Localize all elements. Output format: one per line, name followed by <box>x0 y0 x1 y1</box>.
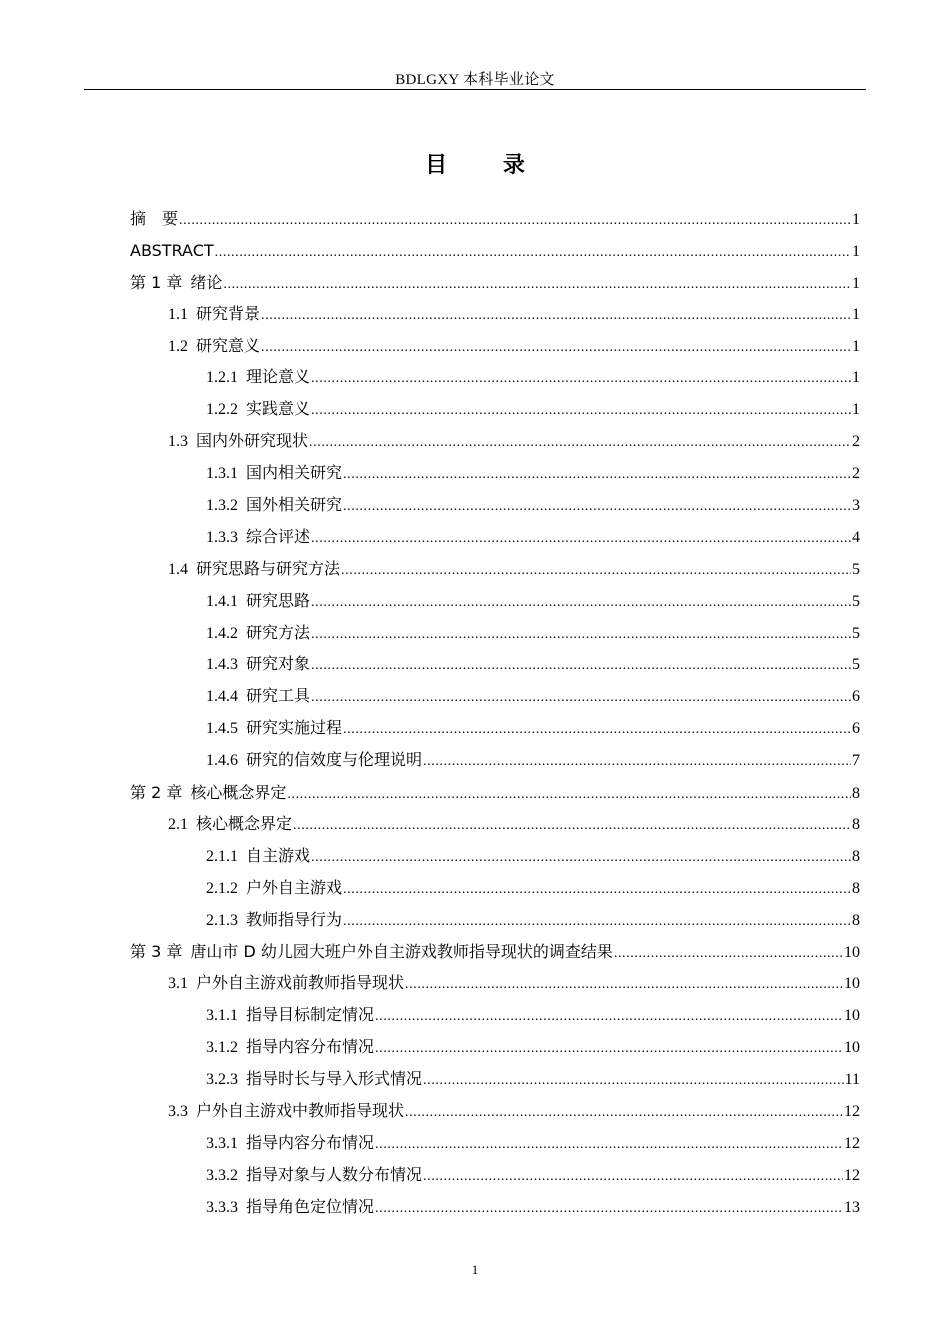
dot-leader <box>375 1001 843 1033</box>
toc-entry-number: 3.1 <box>168 975 188 993</box>
toc-entry-label: 绪论 <box>190 272 223 292</box>
toc-entry-number: 1.4.5 <box>206 720 238 738</box>
toc-entry-number: 1.2.2 <box>206 401 238 419</box>
toc-entry-title <box>206 1160 422 1192</box>
toc-entry-page: 12 <box>844 1102 860 1120</box>
toc-entry-page: 1 <box>852 274 860 292</box>
toc-entry[interactable] <box>130 713 860 745</box>
toc-entry[interactable] <box>130 203 860 235</box>
dot-leader <box>179 205 851 237</box>
toc-entry-page: 2 <box>852 433 860 451</box>
toc-entry-title <box>206 1000 374 1032</box>
toc-entry-title <box>206 1128 374 1160</box>
toc-entry-page: 2 <box>852 465 860 483</box>
toc-entry[interactable] <box>130 745 860 777</box>
toc-entry-label: 研究的信效度与伦理说明 <box>246 752 423 770</box>
dot-leader <box>215 237 851 269</box>
toc-entry-title <box>206 522 310 554</box>
toc-entry-label: 研究对象 <box>246 656 311 674</box>
toc-entry-title <box>206 458 342 490</box>
dot-leader <box>311 619 851 651</box>
toc-entry-label: 国内外研究现状 <box>196 433 309 451</box>
toc-entry[interactable] <box>130 1032 860 1064</box>
toc-entry-number: 1.2.1 <box>206 369 238 387</box>
toc-entry-title <box>206 905 342 937</box>
toc-entry-title <box>206 490 342 522</box>
toc-entry-label: 指导对象与人数分布情况 <box>246 1166 423 1184</box>
toc-entry[interactable] <box>130 331 860 363</box>
toc-entry-number: 1.4.2 <box>206 624 238 642</box>
toc-entry-title <box>168 426 308 458</box>
toc-entry[interactable] <box>130 1064 860 1096</box>
toc-entry-number: 2.1.3 <box>206 911 238 929</box>
toc-entry-number: 3.3 <box>168 1102 188 1120</box>
dot-leader <box>293 810 851 842</box>
toc-entry-number: 1.4.1 <box>206 592 238 610</box>
dot-leader <box>375 1033 843 1065</box>
toc-entry-number: 2.1.2 <box>206 879 238 897</box>
toc-entry[interactable] <box>130 1128 860 1160</box>
toc-entry-page: 8 <box>852 785 860 803</box>
dot-leader <box>405 1097 843 1129</box>
toc-entry-label: 研究思路与研究方法 <box>196 560 341 578</box>
dot-leader <box>341 555 851 587</box>
toc-entry-number: 3.3.3 <box>206 1198 238 1216</box>
toc-entry-number: 1.4.6 <box>206 752 238 770</box>
dot-leader <box>309 427 851 459</box>
dot-leader <box>343 491 851 523</box>
toc-entry-label: 实践意义 <box>246 401 311 419</box>
toc-entry-page: 6 <box>852 688 860 706</box>
page-number: 1 <box>471 1262 479 1277</box>
toc-entry-page: 5 <box>852 592 860 610</box>
toc-entry[interactable] <box>130 299 860 331</box>
dot-leader <box>311 650 851 682</box>
toc-entry-page: 4 <box>852 528 860 546</box>
toc-entry-page: 12 <box>844 1166 860 1184</box>
toc-entry-page: 8 <box>852 847 860 865</box>
dot-leader <box>375 1193 843 1225</box>
toc-entry-title <box>206 873 342 905</box>
toc-entry-page: 5 <box>852 656 860 674</box>
toc-entry-title <box>206 713 342 745</box>
dot-leader <box>311 363 851 395</box>
toc-entry[interactable] <box>130 809 860 841</box>
toc-entry-page: 8 <box>852 815 860 833</box>
toc-entry-number: 3.3.2 <box>206 1166 238 1184</box>
toc-entry-label: ABSTRACT <box>130 240 214 260</box>
toc-entry-number: 1.4 <box>168 560 188 578</box>
toc-entry-page: 1 <box>852 211 860 228</box>
toc-entry[interactable] <box>130 1160 860 1192</box>
toc-entry[interactable] <box>130 1192 860 1224</box>
dot-leader <box>311 842 851 874</box>
toc-entry-label: 研究方法 <box>246 624 311 642</box>
toc-entry-title <box>206 649 310 681</box>
toc-entry-page: 10 <box>844 944 860 962</box>
toc-entry-page: 11 <box>844 1071 860 1089</box>
dot-leader <box>343 459 851 491</box>
page-title: 目 录 <box>425 153 549 178</box>
toc-entry-page: 1 <box>852 401 860 419</box>
dot-leader <box>311 523 851 555</box>
toc-entry-page: 10 <box>844 1007 860 1025</box>
toc-entry-title <box>130 936 613 968</box>
toc-entry-title <box>168 554 340 586</box>
toc-entry-label: 研究思路 <box>246 592 311 610</box>
toc-entry-page: 5 <box>852 560 860 578</box>
dot-leader <box>223 269 851 301</box>
toc-entry-title <box>206 681 310 713</box>
toc-entry[interactable] <box>130 267 860 299</box>
toc-entry[interactable] <box>130 649 860 681</box>
toc-entry-page: 5 <box>852 624 860 642</box>
toc-entry-label: 自主游戏 <box>246 847 311 865</box>
toc-entry[interactable] <box>130 873 860 905</box>
dot-leader <box>261 332 851 364</box>
toc-entry-label: 户外自主游戏 <box>246 879 343 897</box>
toc-entry-number: 第 3 章 <box>130 942 183 962</box>
dot-leader <box>343 874 851 906</box>
dot-leader <box>311 682 851 714</box>
dot-leader <box>423 1065 844 1097</box>
running-header: BDLGXY 本科毕业论文 <box>395 72 555 88</box>
toc-entry-title <box>206 362 310 394</box>
toc-entry-label: 研究意义 <box>196 337 261 355</box>
toc-entry-title <box>206 1192 374 1224</box>
dot-leader <box>261 300 851 332</box>
toc-entry-label: 唐山市 D 幼儿园大班户外自主游戏教师指导现状的调查结果 <box>190 942 613 962</box>
toc-entry-title <box>206 1032 374 1064</box>
table-of-contents <box>130 203 860 1224</box>
toc-entry-number: 1.3 <box>168 433 188 451</box>
dot-leader <box>614 938 843 970</box>
toc-entry-page: 1 <box>852 337 860 355</box>
toc-entry[interactable] <box>130 968 860 1000</box>
toc-entry-title <box>168 299 260 331</box>
toc-entry-number: 1.2 <box>168 337 188 355</box>
toc-entry-title <box>206 1064 422 1096</box>
dot-leader <box>423 1161 843 1193</box>
toc-entry-title <box>168 1096 404 1128</box>
toc-entry-title <box>130 777 286 809</box>
toc-entry[interactable] <box>130 681 860 713</box>
toc-entry-number: 3.3.1 <box>206 1134 238 1152</box>
toc-entry-label: 研究实施过程 <box>246 720 343 738</box>
toc-entry-number: 1.3.3 <box>206 528 238 546</box>
toc-entry[interactable] <box>130 394 860 426</box>
toc-entry-number: 1.3.1 <box>206 465 238 483</box>
toc-entry-page: 10 <box>844 975 860 993</box>
toc-entry-number: 1.4.4 <box>206 688 238 706</box>
toc-entry-page: 7 <box>852 752 860 770</box>
toc-entry[interactable] <box>130 426 860 458</box>
toc-entry-page: 1 <box>852 305 860 323</box>
toc-entry[interactable] <box>130 458 860 490</box>
toc-entry-label: 教师指导行为 <box>246 911 343 929</box>
toc-entry-label: 研究工具 <box>246 688 311 706</box>
dot-leader <box>423 746 851 778</box>
toc-entry-title <box>206 618 310 650</box>
dot-leader <box>405 969 843 1001</box>
toc-entry-label: 研究背景 <box>196 305 261 323</box>
toc-entry-label: 核心概念界定 <box>190 783 287 803</box>
toc-entry-title <box>130 203 178 235</box>
toc-entry[interactable] <box>130 554 860 586</box>
toc-entry[interactable] <box>130 490 860 522</box>
toc-entry-page: 8 <box>852 879 860 897</box>
toc-entry-number: 3.2.3 <box>206 1071 238 1089</box>
toc-entry-title <box>168 809 292 841</box>
header-rule <box>84 89 866 90</box>
toc-entry[interactable] <box>130 522 860 554</box>
toc-entry-label: 户外自主游戏前教师指导现状 <box>196 975 405 993</box>
toc-entry-label: 指导时长与导入形式情况 <box>246 1071 423 1089</box>
toc-entry[interactable] <box>130 841 860 873</box>
toc-entry-label: 核心概念界定 <box>196 815 293 833</box>
toc-entry-title <box>168 331 260 363</box>
toc-entry-label: 综合评述 <box>246 528 311 546</box>
toc-entry-number: 3.1.1 <box>206 1007 238 1025</box>
dot-leader <box>311 395 851 427</box>
toc-entry-title <box>168 968 404 1000</box>
toc-entry[interactable] <box>130 362 860 394</box>
toc-entry-page: 3 <box>852 497 860 515</box>
toc-entry-page: 6 <box>852 720 860 738</box>
toc-entry-number: 1.1 <box>168 305 188 323</box>
toc-entry-number: 1.3.2 <box>206 497 238 515</box>
toc-entry-page: 8 <box>852 911 860 929</box>
toc-entry[interactable] <box>130 777 860 809</box>
toc-entry-title <box>206 745 422 777</box>
toc-entry[interactable] <box>130 936 860 968</box>
toc-entry-title <box>206 394 310 426</box>
toc-entry-number: 3.1.2 <box>206 1039 238 1057</box>
toc-entry[interactable] <box>130 618 860 650</box>
toc-entry[interactable] <box>130 1096 860 1128</box>
dot-leader <box>343 906 851 938</box>
toc-entry-number: 2.1.1 <box>206 847 238 865</box>
toc-entry-page: 1 <box>852 369 860 387</box>
toc-entry-title <box>206 841 310 873</box>
toc-entry-number: 第 2 章 <box>130 783 183 803</box>
toc-entry[interactable] <box>130 235 860 267</box>
toc-entry-label: 国内相关研究 <box>246 465 343 483</box>
toc-entry-page: 13 <box>844 1198 860 1216</box>
toc-entry-label: 摘 要 <box>130 209 179 228</box>
toc-entry-page: 1 <box>852 242 860 260</box>
toc-entry[interactable] <box>130 1000 860 1032</box>
dot-leader <box>311 587 851 619</box>
toc-entry-label: 理论意义 <box>246 369 311 387</box>
toc-entry-number: 1.4.3 <box>206 656 238 674</box>
toc-entry-title <box>130 267 222 299</box>
toc-entry[interactable] <box>130 905 860 937</box>
dot-leader <box>287 779 851 811</box>
toc-entry-page: 12 <box>844 1134 860 1152</box>
dot-leader <box>343 714 851 746</box>
toc-entry-number: 第 1 章 <box>130 272 183 292</box>
toc-entry-label: 国外相关研究 <box>246 497 343 515</box>
toc-entry-label: 指导内容分布情况 <box>246 1039 375 1057</box>
toc-entry[interactable] <box>130 586 860 618</box>
toc-entry-number: 2.1 <box>168 815 188 833</box>
toc-entry-page: 10 <box>844 1039 860 1057</box>
toc-entry-title <box>130 235 214 267</box>
toc-entry-label: 户外自主游戏中教师指导现状 <box>196 1102 405 1120</box>
toc-entry-label: 指导角色定位情况 <box>246 1198 375 1216</box>
toc-entry-label: 指导内容分布情况 <box>246 1134 375 1152</box>
dot-leader <box>375 1129 843 1161</box>
toc-entry-title <box>206 586 310 618</box>
toc-entry-label: 指导目标制定情况 <box>246 1007 375 1025</box>
